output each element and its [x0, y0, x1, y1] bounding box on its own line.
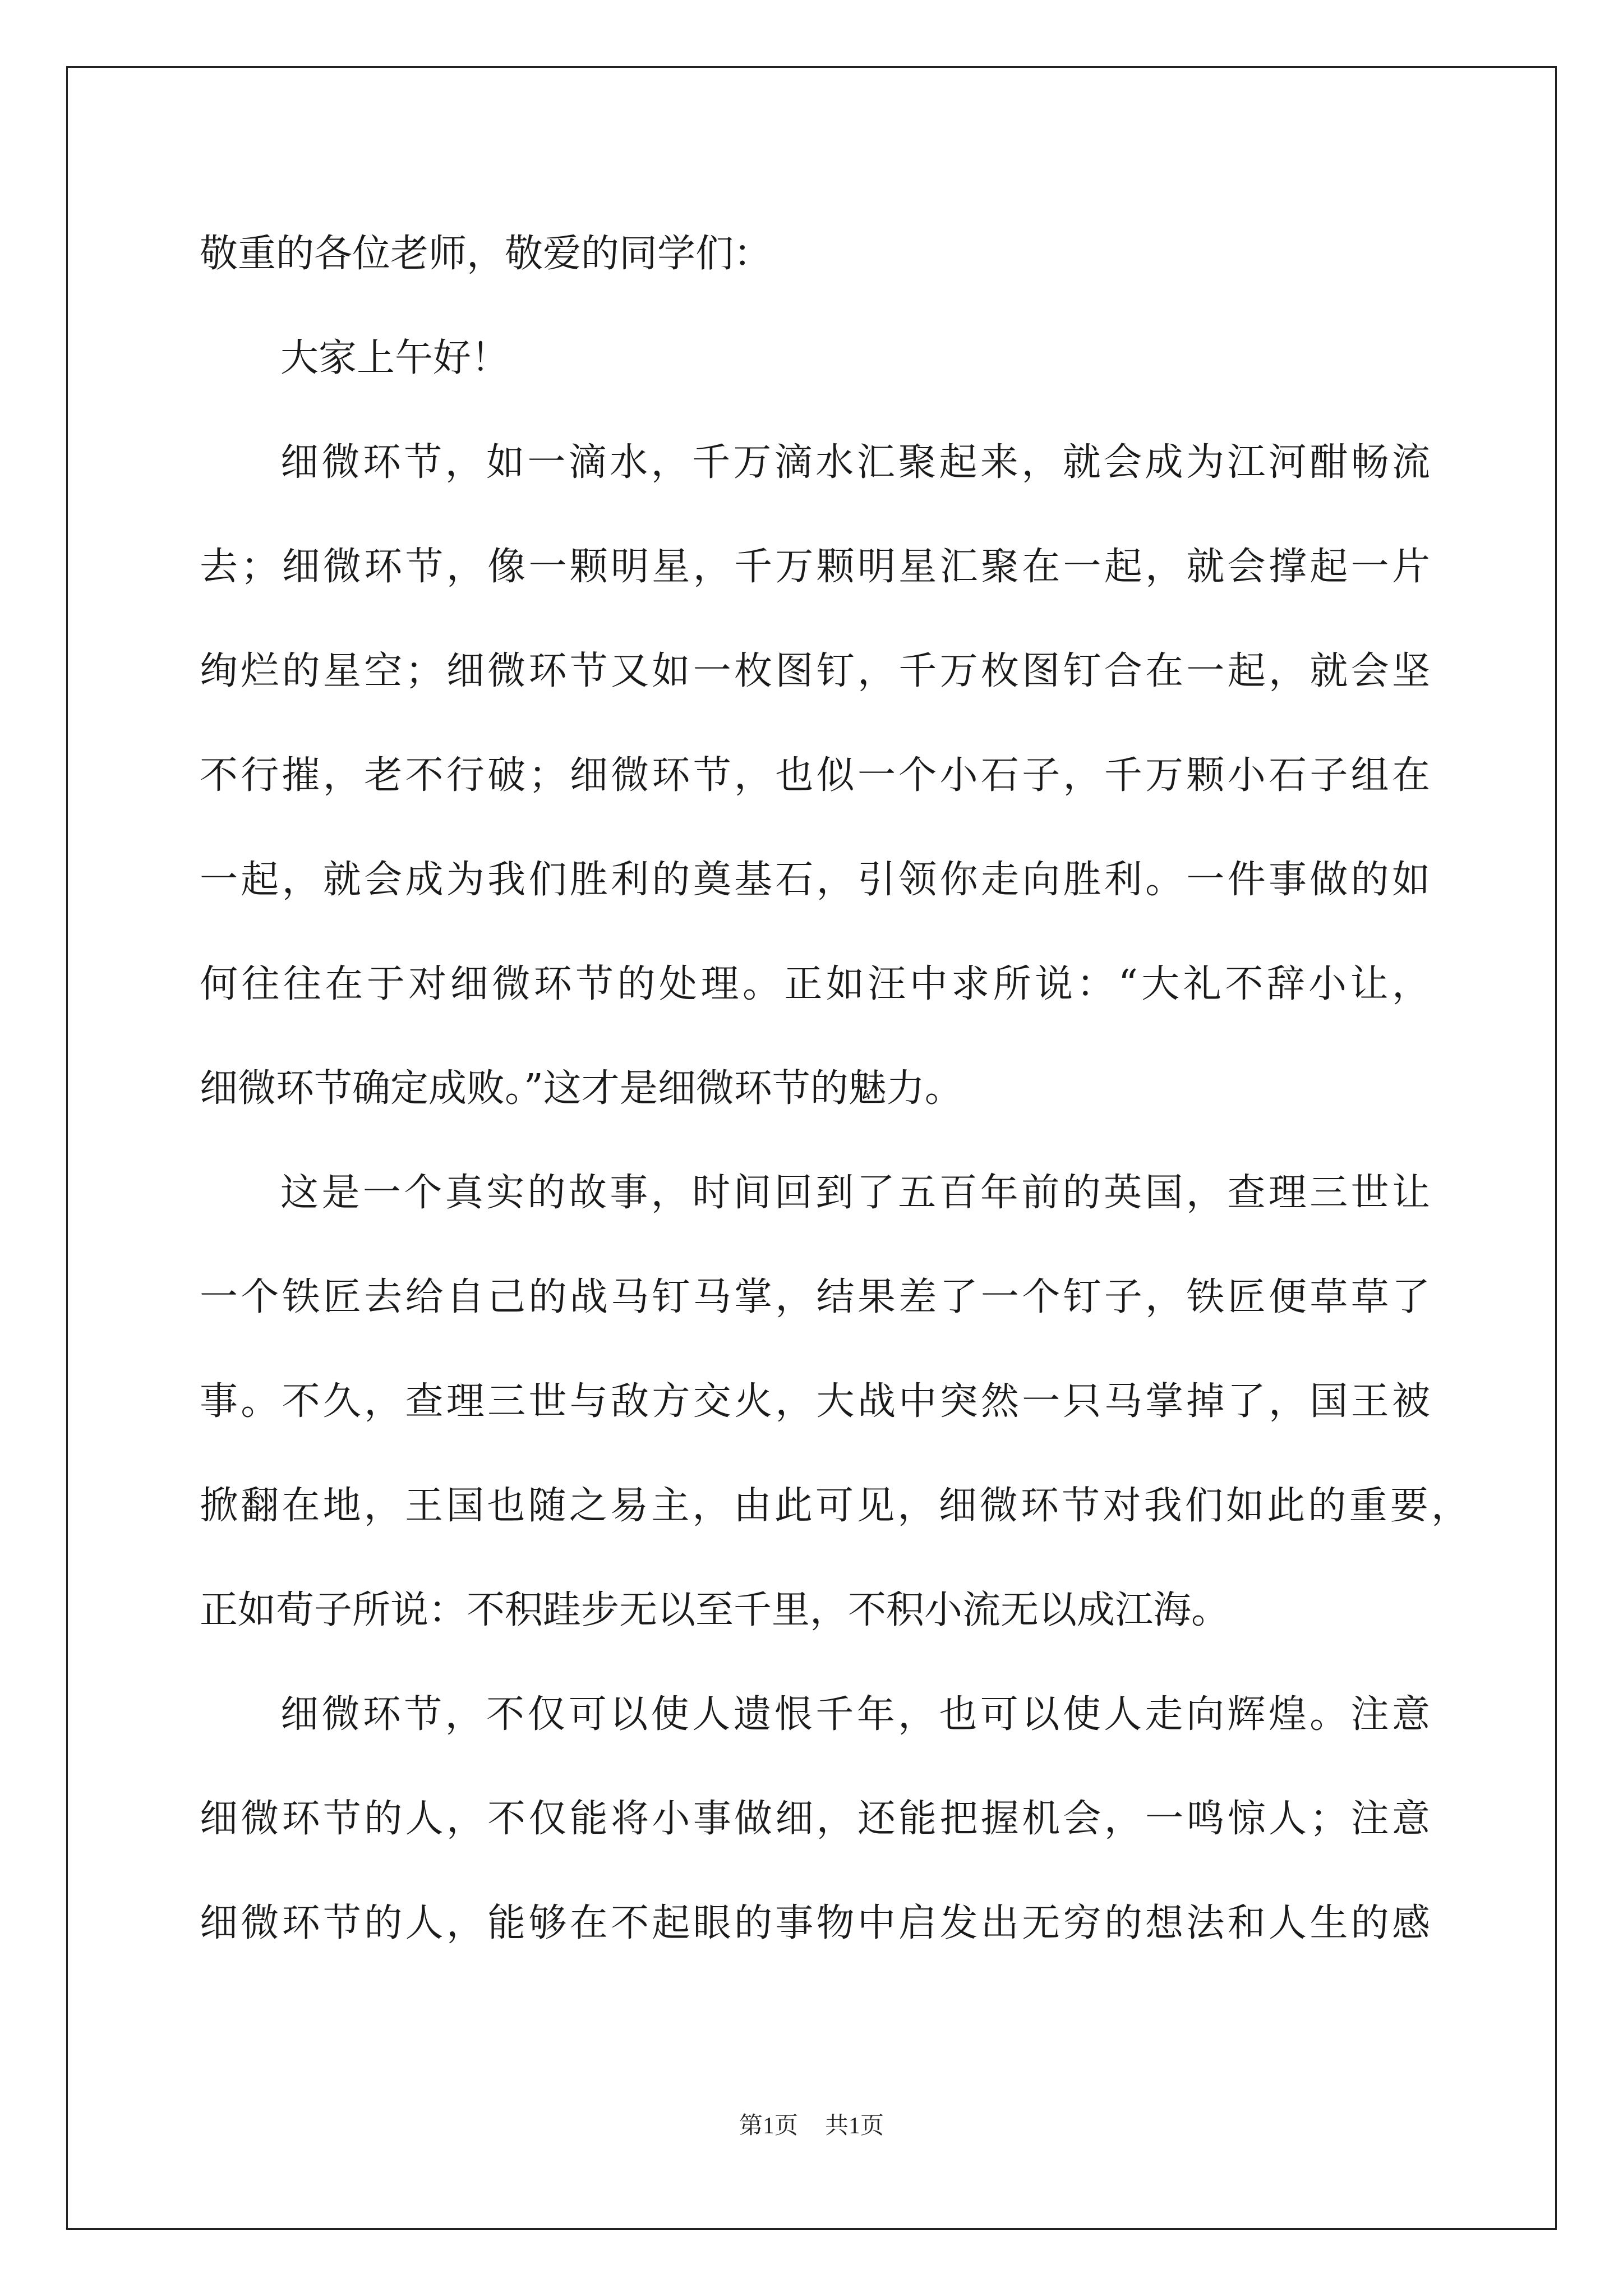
text-line: 细微环节，不仅可以使人遗恨千年，也可以使人走向辉煌。注意: [280, 1692, 1430, 1737]
salutation-line: [0, 218, 1623, 291]
text-line: 正如荀子所说：不积跬步无以至千里，不积小流无以成江海。: [200, 1588, 1230, 1632]
text-line: 一起，就会成为我们胜利的奠基石，引领你走向胜利。一件事做的如: [200, 858, 1430, 902]
paragraph-line: [0, 426, 1623, 499]
text-line: 掀翻在地，王国也随之易主，由此可见，细微环节对我们如此的重要，: [200, 1484, 1469, 1528]
paragraph-line: [0, 1261, 1623, 1334]
paragraph-line: [0, 739, 1623, 812]
paragraph-line: [0, 1783, 1623, 1856]
text-line: 细微环节确定成败。”这才是细微环节的魅力。: [200, 1066, 963, 1111]
text-line: 这是一个真实的故事，时间回到了五百年前的英国，查理三世让: [280, 1171, 1430, 1215]
paragraph-line: [0, 948, 1623, 1021]
page-total: 共1页: [825, 2113, 884, 2139]
paragraph-line: [0, 844, 1623, 917]
paragraph-line: [0, 635, 1623, 708]
greeting-line: [0, 322, 1623, 395]
page-footer: [0, 2109, 1623, 2143]
text-line: 大家上午好！: [280, 336, 510, 380]
paragraph-line: [0, 1157, 1623, 1230]
text-line: 敬重的各位老师，敬爱的同学们：: [200, 232, 772, 276]
paragraph-line: [0, 531, 1623, 604]
text-line: 细微环节，如一滴水，千万滴水汇聚起来，就会成为江河酣畅流: [280, 440, 1430, 485]
text-line: 细微环节的人，能够在不起眼的事物中启发出无穷的想法和人生的感: [200, 1901, 1430, 1945]
page-number: 第1页: [739, 2113, 798, 2139]
text-line: 去；细微环节，像一颗明星，千万颗明星汇聚在一起，就会撑起一片: [200, 545, 1430, 589]
paragraph-line: [0, 1052, 1623, 1125]
text-line: 不行摧，老不行破；细微环节，也似一个小石子，千万颗小石子组在: [200, 753, 1430, 798]
text-line: 绚烂的星空；细微环节又如一枚图钉，千万枚图钉合在一起，就会坚: [200, 649, 1430, 693]
paragraph-line: [0, 1678, 1623, 1751]
text-line: 细微环节的人，不仅能将小事做细，还能把握机会，一鸣惊人；注意: [200, 1797, 1430, 1841]
paragraph-line: [0, 1470, 1623, 1543]
paragraph-line: [0, 1887, 1623, 1960]
text-line: 一个铁匠去给自己的战马钉马掌，结果差了一个钉子，铁匠便草草了: [200, 1275, 1430, 1319]
text-line: 事。不久，查理三世与敌方交火，大战中突然一只马掌掉了，国王被: [200, 1379, 1430, 1424]
text-line: 何往往在于对细微环节的处理。正如汪中求所说：“大礼不辞小让，: [200, 962, 1430, 1006]
paragraph-line: [0, 1365, 1623, 1438]
paragraph-line: [0, 1574, 1623, 1647]
